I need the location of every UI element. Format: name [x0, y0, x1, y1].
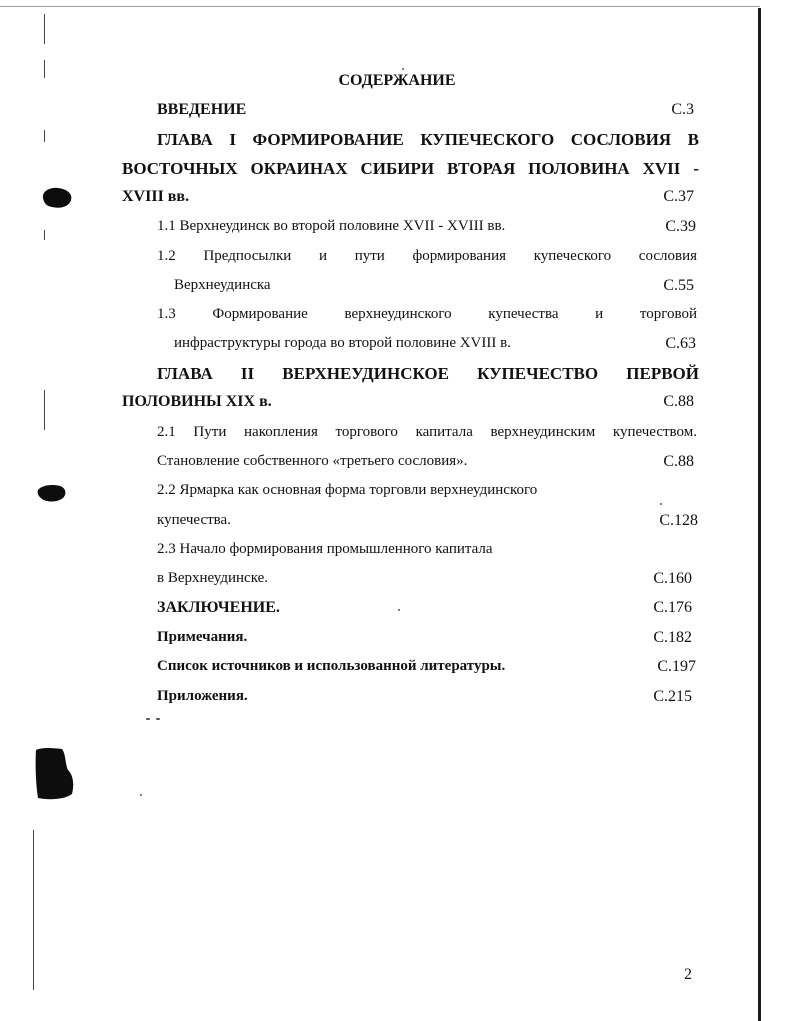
scan-speck [660, 503, 662, 505]
section-1-3-title-line1: 1.3 Формирование верхнеудинского купечества и торговой [157, 306, 697, 322]
section-1-2-page: С.55 [663, 277, 694, 294]
scan-speck [398, 609, 400, 611]
chapter1-title-line1: ГЛАВА I ФОРМИРОВАНИЕ КУПЕЧЕСКОГО СОСЛОВИЯ В [157, 130, 699, 149]
punch-hole-mark [34, 746, 76, 802]
section-2-2-title-line1: 2.2 Ярмарка как основная форма торговли верхнеудинского [157, 482, 538, 498]
section-1-3-title-line2: инфраструктуры города во второй половине XVIII в. [174, 335, 511, 351]
sources-label: Список источников и использованной литературы. [157, 658, 506, 674]
scan-left-mark [44, 130, 45, 142]
section-2-2-title-line2: купечества. [157, 512, 231, 528]
scan-left-mark [44, 230, 45, 240]
scan-speck [156, 718, 160, 720]
chapter2-title-line2: ПОЛОВИНЫ XIX в. [122, 393, 272, 410]
section-2-3-page: С.160 [653, 570, 692, 587]
chapter1-page: С.37 [663, 188, 694, 205]
section-2-3-title-line2: в Верхнеудинске. [157, 570, 269, 586]
intro-page: С.3 [671, 101, 694, 118]
section-2-3-title-line1: 2.3 Начало формирования промышленного капитала [157, 541, 493, 557]
punch-hole-mark [40, 186, 74, 210]
scan-speck [146, 718, 150, 720]
section-2-2-page: С.128 [659, 512, 698, 529]
section-2-1-title-line1: 2.1 Пути накопления торгового капитала верхнеудинским купечеством. [157, 424, 697, 440]
scan-left-mark [44, 390, 45, 430]
section-1-2-title-line1: 1.2 Предпосылки и пути формирования купеческого сословия [157, 248, 697, 264]
scan-right-edge [758, 8, 761, 1021]
chapter2-page: С.88 [663, 393, 694, 410]
notes-page: С.182 [653, 629, 692, 646]
scan-speck [402, 68, 404, 70]
section-1-1-title: 1.1 Верхнеудинск во второй половине XVII - XVIII вв. [157, 218, 506, 234]
sources-page: С.197 [657, 658, 696, 675]
notes-label: Примечания. [157, 629, 248, 645]
section-2-1-title-line2: Становление собственного «третьего сословия». [157, 453, 468, 469]
page-number: 2 [684, 966, 692, 983]
scan-left-mark [33, 830, 34, 990]
appendix-page: С.215 [653, 688, 692, 705]
scan-left-mark [44, 14, 45, 44]
scan-top-edge [0, 6, 760, 7]
section-1-1-page: С.39 [665, 218, 696, 235]
section-2-1-page: С.88 [663, 453, 694, 470]
punch-hole-mark [36, 482, 68, 504]
appendix-label: Приложения. [157, 688, 248, 704]
conclusion-label: ЗАКЛЮЧЕНИЕ. [157, 599, 280, 616]
chapter2-title-line1: ГЛАВА II ВЕРХНЕУДИНСКОЕ КУПЕЧЕСТВО ПЕРВОЙ [157, 364, 699, 383]
section-1-2-title-line2: Верхнеудинска [174, 277, 271, 293]
chapter1-title-line3: XVIII вв. [122, 188, 190, 205]
scan-speck [140, 794, 142, 796]
toc-title: СОДЕРЖАНИЕ [338, 72, 456, 89]
section-1-3-page: С.63 [665, 335, 696, 352]
chapter1-title-line2: ВОСТОЧНЫХ ОКРАИНАХ СИБИРИ ВТОРАЯ ПОЛОВИНА XVII - [122, 159, 699, 178]
conclusion-page: С.176 [653, 599, 692, 616]
intro-label: ВВЕДЕНИЕ [157, 101, 247, 118]
